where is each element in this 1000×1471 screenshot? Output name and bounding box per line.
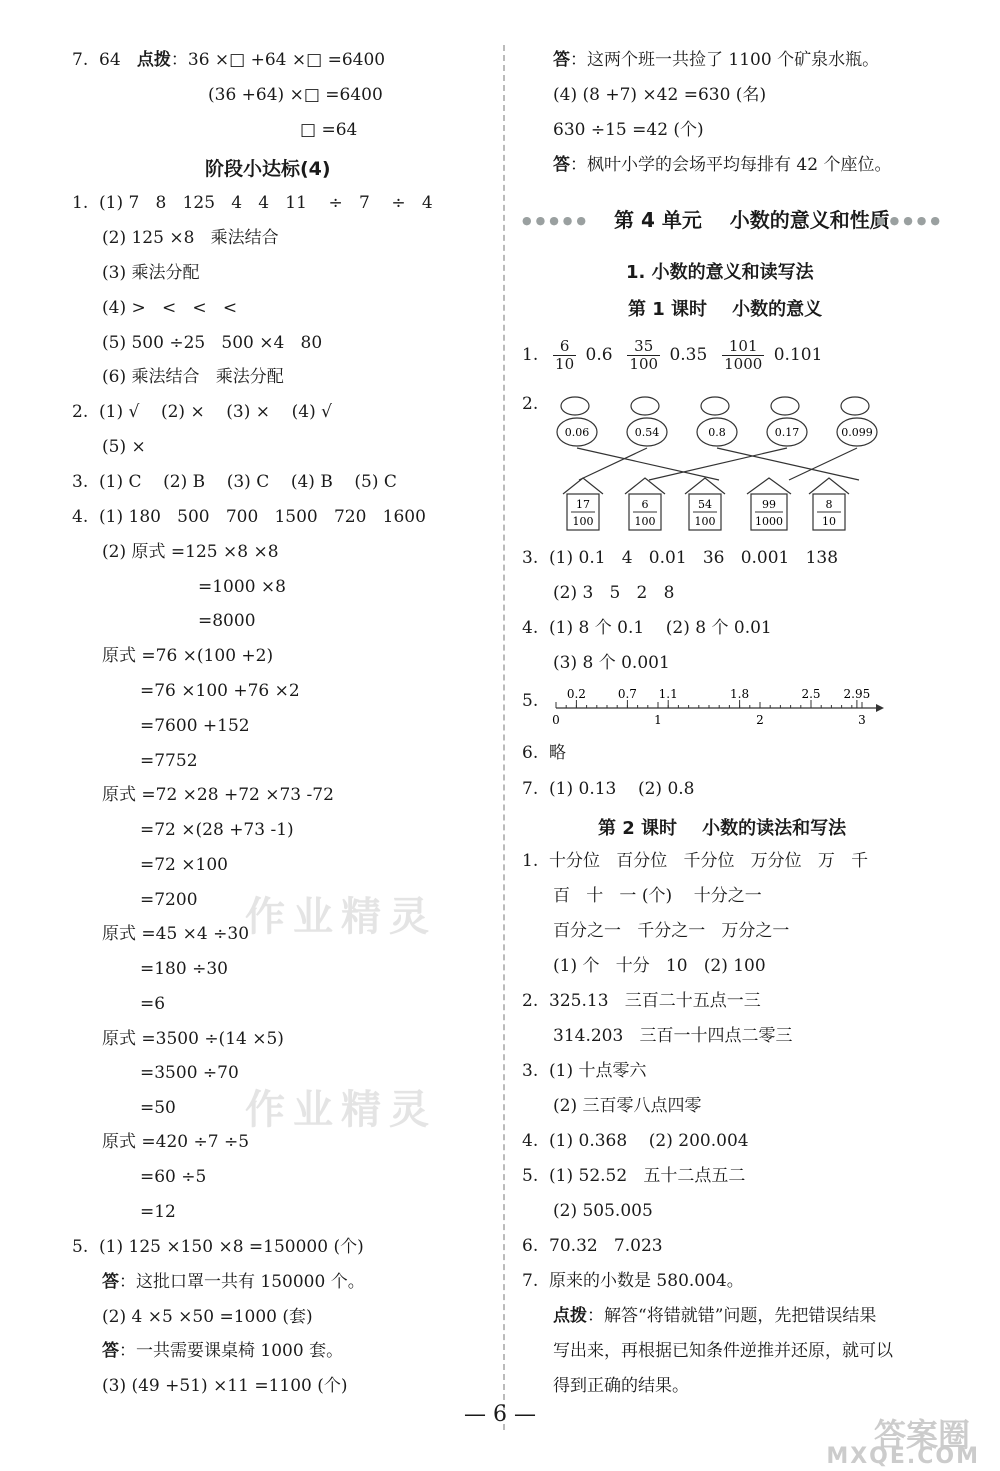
fish-value-3: 0.8 [708, 426, 726, 439]
lesson2-title: 第 2 课时 小数的读法和写法 [598, 818, 847, 839]
fish-value-2: 0.54 [634, 426, 660, 439]
fish-2 [627, 397, 667, 446]
q1-line5: (5) 500 ÷25 500 ×4 80 [102, 333, 323, 353]
q7-line: 7. 64 点拨：36 ×□ +64 ×□ =6400 [72, 50, 386, 70]
q4-line12: =7200 [140, 890, 198, 910]
number-line-mark-label: 2.5 [801, 687, 821, 701]
fish-1 [557, 397, 597, 446]
house-num-4: 99 [762, 498, 776, 511]
b5-line1: 5. (1) 52.52 五十二点五二 [522, 1166, 746, 1186]
section-title: 阶段小达标(4) [205, 158, 331, 180]
q4-line16: 原式 =3500 ÷(14 ×5) [102, 1029, 284, 1049]
watermark-2: 作业精灵 [245, 1087, 437, 1133]
a1-line: 1. $\frac{6}{10}$ 0.6 $\frac{35}{100}$ 0.35 $\frac{101}{1000}$ 0.101 [522, 337, 823, 373]
q4-line5: 原式 =76 ×(100 +2) [102, 646, 274, 666]
number-line-mark-label: 1.8 [730, 687, 750, 701]
q4-line9: 原式 =72 ×28 +72 ×73 -72 [102, 785, 334, 805]
q1-line6: (6) 乘法结合 乘法分配 [102, 367, 284, 387]
q1-line1: 1. (1) 7 8 125 4 4 11 ÷ 7 ÷ 4 [72, 193, 433, 213]
house-num-5: 8 [825, 498, 833, 511]
subsection-title: 1. 小数的意义和读写法 [626, 262, 814, 283]
house-den-5: 10 [822, 515, 836, 528]
a5-label: 5. [522, 691, 539, 711]
number-line-axis-label: 3 [858, 713, 866, 727]
a2-label: 2. [522, 394, 539, 414]
b1-line1: 1. 十分位 百分位 千分位 万分位 万 千 [522, 851, 869, 871]
q5-line4: 答：一共需要课桌椅 1000 套。 [102, 1341, 344, 1361]
fish-3 [697, 397, 737, 446]
a3-line1: 3. (1) 0.1 4 0.01 36 0.001 138 [522, 548, 839, 568]
q5-line2: 答：这批口罩一共有 150000 个。 [102, 1272, 365, 1292]
number-line-mark-label: 0.2 [566, 687, 586, 701]
q4-line13: 原式 =45 ×4 ÷30 [102, 924, 250, 944]
b2-line2: 314.203 三百一十四点二零三 [553, 1026, 793, 1046]
house-1 [563, 478, 603, 530]
number-line [548, 682, 888, 728]
q7-result: □ =64 [300, 120, 358, 140]
b1-line2: 百 十 一 (个) 十分之一 [553, 886, 762, 906]
house-4 [747, 478, 791, 530]
q4-line18: =50 [140, 1098, 176, 1118]
matching-lines [577, 448, 859, 480]
q4-line1: 4. (1) 180 500 700 1500 720 1600 [72, 507, 426, 527]
fish-value-5: 0.099 [841, 426, 873, 439]
q4-line4: =8000 [198, 611, 256, 631]
q5-line1: 5. (1) 125 ×150 ×8 =150000 (个) [72, 1237, 364, 1257]
q1-line2: (2) 125 ×8 乘法结合 [102, 228, 279, 248]
site-logo-watermark: 答案圈 [873, 1416, 970, 1454]
number-line-mark-label: 0.7 [617, 687, 637, 701]
q4-line8: =7752 [140, 751, 198, 771]
q4-line14: =180 ÷30 [140, 959, 228, 979]
fish-value-1: 0.06 [564, 426, 590, 439]
r-answer-1: 答：这两个班一共捡了 1100 个矿泉水瓶。 [553, 50, 880, 70]
b2-line1: 2. 325.13 三百二十五点一三 [522, 991, 761, 1011]
matching-diagram [545, 388, 955, 536]
number-line-mark-label: 2.95 [843, 687, 871, 701]
house-num-2: 6 [641, 498, 649, 511]
q4-line15: =6 [140, 994, 166, 1014]
r-line-3: 630 ÷15 =42 (个) [553, 120, 704, 140]
page-number: — 6 — [464, 1402, 536, 1427]
b1-line3: 百分之一 千分之一 万分之一 [553, 921, 790, 941]
q4-line11: =72 ×100 [140, 855, 228, 875]
fish-5 [837, 397, 877, 446]
b5-line2: (2) 505.005 [553, 1201, 653, 1221]
b7-line4: 得到正确的结果。 [553, 1376, 689, 1396]
house-num-1: 17 [576, 498, 590, 511]
house-den-2: 100 [634, 515, 656, 528]
q4-line19: 原式 =420 ÷7 ÷5 [102, 1132, 250, 1152]
b7-line2: 点拨：解答“将错就错”问题，先把错误结果 [553, 1306, 877, 1326]
q4-line7: =7600 +152 [140, 716, 250, 736]
lesson1-title: 第 1 课时 小数的意义 [628, 299, 823, 320]
a3-line2: (2) 3 5 2 8 [553, 583, 675, 603]
q4-line20: =60 ÷5 [140, 1167, 207, 1187]
column-divider [503, 45, 505, 1430]
b3-line1: 3. (1) 十点零六 [522, 1061, 647, 1081]
house-num-3: 54 [698, 498, 712, 511]
b3-line2: (2) 三百零八点四零 [553, 1096, 702, 1116]
a4-line2: (3) 8 个 0.001 [553, 653, 670, 673]
fish-4 [767, 397, 807, 446]
b6-line: 6. 70.32 7.023 [522, 1236, 663, 1256]
fraction-101-1000: $\frac{101}{1000}$ [724, 337, 763, 373]
q1-line4: (4) > < < < [102, 298, 238, 318]
house-den-1: 100 [572, 515, 594, 528]
q4-line6: =76 ×100 +76 ×2 [140, 681, 300, 701]
b7-line1: 7. 原来的小数是 580.004。 [522, 1271, 744, 1291]
r-answer-4: 答：枫叶小学的会场平均每排有 42 个座位。 [553, 155, 892, 175]
q4-line2: (2) 原式 =125 ×8 ×8 [102, 542, 279, 562]
q7-step: (36 +64) ×□ =6400 [208, 85, 383, 105]
number-line-axis-label: 1 [654, 713, 662, 727]
banner-dots-left: ●●●●● [522, 214, 590, 227]
a6-line: 6. 略 [522, 743, 567, 763]
b1-line4: (1) 个 十分 10 (2) 100 [553, 956, 766, 976]
house-den-4: 1000 [755, 515, 783, 528]
q4-line10: =72 ×(28 +73 -1) [140, 820, 294, 840]
q5-line5: (3) (49 +51) ×11 =1100 (个) [102, 1376, 348, 1396]
b4-line: 4. (1) 0.368 (2) 200.004 [522, 1131, 749, 1151]
q2-line1: 2. (1) √ (2) × (3) × (4) √ [72, 402, 332, 422]
q4-line17: =3500 ÷70 [140, 1063, 239, 1083]
number-line-axis-label: 2 [756, 713, 764, 727]
house-2 [625, 478, 665, 530]
q2-line2: (5) × [102, 437, 146, 457]
fraction-6-10: $\frac{6}{10}$ [555, 337, 575, 373]
b7-line3: 写出来，再根据已知条件逆推并还原，就可以 [553, 1341, 893, 1361]
q5-line3: (2) 4 ×5 ×50 =1000 (套) [102, 1307, 313, 1327]
watermark-1: 作业精灵 [245, 894, 437, 940]
unit-title: 第 4 单元 小数的意义和性质 [614, 208, 890, 232]
r-line-2: (4) (8 +7) ×42 =630 (名) [553, 85, 767, 105]
house-3 [685, 478, 725, 530]
q4-line3: =1000 ×8 [198, 577, 286, 597]
q3-line: 3. (1) C (2) B (3) C (4) B (5) C [72, 472, 397, 492]
fraction-35-100: $\frac{35}{100}$ [629, 337, 659, 373]
q4-line21: =12 [140, 1202, 176, 1222]
house-den-3: 100 [694, 515, 716, 528]
a7-line: 7. (1) 0.13 (2) 0.8 [522, 779, 695, 799]
house-5 [809, 478, 849, 530]
a4-line1: 4. (1) 8 个 0.1 (2) 8 个 0.01 [522, 618, 772, 638]
site-url-watermark: MXQE.COM [826, 1444, 980, 1469]
number-line-mark-label: 1.1 [658, 687, 678, 701]
q1-line3: (3) 乘法分配 [102, 263, 200, 283]
fish-value-4: 0.17 [774, 426, 800, 439]
unit-banner [522, 200, 944, 232]
banner-dots-right: ●●●●● [876, 214, 944, 227]
number-line-axis-label: 0 [552, 713, 560, 727]
